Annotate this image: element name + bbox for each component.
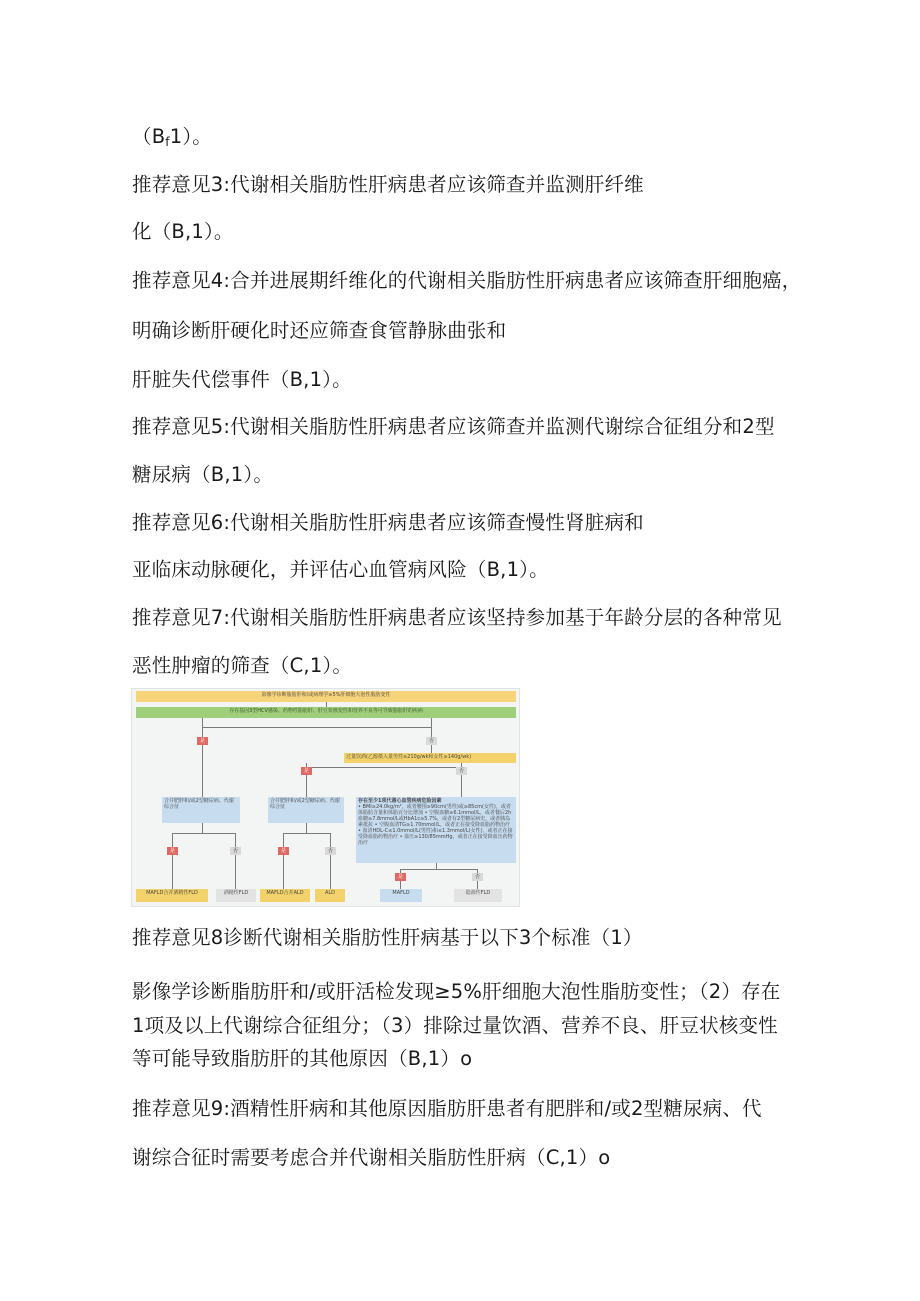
text-line-13: 推荐意见8诊断代谢相关脂肪性肝病基于以下3个标准（1） — [132, 926, 643, 949]
text-line-8: 糖尿病（B,1）。 — [132, 463, 274, 486]
text-line-1: $(B_f1)$。 — [132, 125, 212, 149]
text-line-16: 等可能导致脂肪肝的其他原因（B,1）o — [132, 1047, 473, 1070]
flow-top-box: 影像学诊断脂肪肝和/或病理学≥5%肝细胞大泡性脂肪变性 — [136, 691, 516, 702]
flow-no-4: 否 — [325, 847, 336, 855]
flow-yes-2: 是 — [301, 767, 312, 775]
text-line-11: 推荐意见7:代谢相关脂肪性肝病患者应该坚持参加基于年龄分层的各种常见 — [132, 606, 782, 629]
text-line-12: 恶性肿瘤的筛查（C,1）。 — [132, 654, 353, 677]
flow-no-2: 否 — [456, 767, 467, 775]
text-line-2: 推荐意见3:代谢相关脂肪性肝病患者应该筛查并监测肝纤维 — [132, 173, 644, 196]
flowchart-figure — [131, 688, 520, 907]
text-line-9: 推荐意见6:代谢相关脂肪性肝病患者应该筛查慢性肾脏病和 — [132, 511, 644, 534]
flow-out-6: 隐源性FLD — [454, 889, 502, 902]
text-line-6: 肝脏失代偿事件（B,1）。 — [132, 368, 352, 391]
flow-alcohol-box: 过量饮酒(乙醇摄入量男性≥210g/wk和女性≥140g/wk) — [344, 753, 516, 763]
flow-exclude-box: 存在基因3型HCV感染、药物性脂肪肝、肝豆状核变性和营养不良等可导致脂肪肝的疾病 — [136, 707, 516, 718]
text-line-5: 明确诊断肝硬化时还应筛查食管静脉曲张和 — [132, 319, 507, 342]
flow-risk-box — [356, 797, 516, 863]
flow-yes-3: 是 — [167, 847, 178, 855]
flow-no-1: 否 — [426, 737, 437, 745]
flow-yes-1: 是 — [197, 737, 208, 745]
flow-cond-mid: 合并肥胖和/或2型糖尿病、代谢综合征 — [268, 797, 344, 823]
flow-out-2: 酒精性FLD — [216, 889, 256, 902]
flow-out-3: MAFLD合并ALD — [260, 889, 310, 902]
text-line-7: 推荐意见5:代谢相关脂肪性肝病患者应该筛查并监测代谢综合征组分和2型 — [132, 415, 775, 438]
flow-risk-items: • BMI≥24.0kg/m²，或者腰围≥90cm(男性)或≥85cm(女性)，或者体脂肪含量和体脂百分比增加 • 空腹血糖≥6.1mmol/L，或者餐后2h血糖≥7.8mmol/L或HbA1c≥5.7%，或者有2型糖尿病史，或者胰岛素抵抗 • 空腹血清TG≥1.70mmol/L，或者正在接受降血脂药物治疗 • 血清HDL-C≤1.0mmol/L(男性)和≤1.3mmol/L(女性)，或者正在接受降血脂药物治疗 • 血压≥130/85mmHg，或者正在接受降血压药物治疗 — [358, 804, 513, 846]
flow-no-5: 否 — [472, 873, 483, 881]
flow-risk-title: 存在至少1项代谢心血管疾病危险因素 — [358, 798, 442, 804]
flow-yes-4: 是 — [278, 847, 289, 855]
text-line-14: 影像学诊断脂肪肝和/或肝活检发现≥5%肝细胞大泡性脂肪变性；（2）存在 — [132, 980, 781, 1003]
flow-out-5: MAFLD — [380, 889, 422, 902]
text-line-18: 谢综合征时需要考虑合并代谢相关脂肪性肝病（C,1）o — [132, 1146, 611, 1169]
text-line-17: 推荐意见9:酒精性肝病和其他原因脂肪肝患者有肥胖和/或2型糖尿病、代 — [132, 1097, 762, 1120]
flow-no-3: 否 — [230, 847, 241, 855]
text-line-4: 推荐意见4:合并进展期纤维化的代谢相关脂肪性肝病患者应该筛查肝细胞癌， — [132, 269, 802, 292]
text-line-15: 1项及以上代谢综合征组分；（3）排除过量饮酒、营养不良、肝豆状核变性 — [132, 1014, 778, 1037]
text-line-3: 化（B,1）。 — [132, 220, 234, 243]
text-line-10: 亚临床动脉硬化，并评估心血管病风险（B,1）。 — [132, 558, 549, 581]
flow-out-1: MAFLD合并酒精性FLD — [136, 889, 208, 902]
flow-cond-left: 合并肥胖和/或2型糖尿病、代谢综合征 — [162, 797, 240, 823]
flow-yes-5: 是 — [395, 873, 406, 881]
flow-out-4: ALD — [315, 889, 345, 902]
